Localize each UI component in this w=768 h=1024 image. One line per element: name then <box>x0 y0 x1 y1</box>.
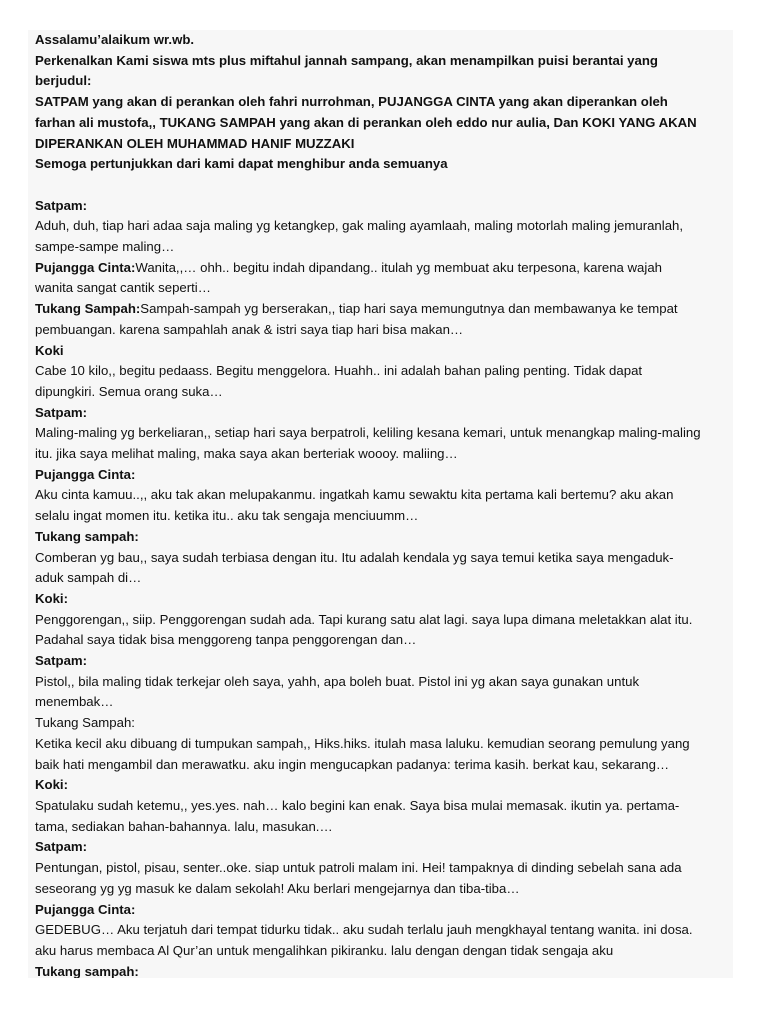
speaker-name: Satpam: <box>35 404 88 420</box>
speaker-line <box>35 651 733 672</box>
closing-line: Semoga pertunjukkan dari kami dapat menghibur anda semuanya <box>35 156 448 172</box>
speaker-name: Satpam: <box>35 197 88 213</box>
dialogue-block <box>35 589 733 651</box>
dialogue-line: Cabe 10 kilo,, begitu pedaass. Begitu menggelora. Huahh.. ini adalah bahan paling penting. Tidak dapat <box>35 363 643 379</box>
dialogue-block <box>35 962 733 978</box>
dialogue-block <box>35 258 733 299</box>
dialogue-block <box>35 403 733 465</box>
speaker-line <box>35 465 733 486</box>
dialogue-line: menembak… <box>35 694 114 710</box>
speaker-name: Pujangga Cinta: <box>35 259 136 275</box>
cast-line: SATPAM yang akan di perankan oleh fahri nurrohman, PUJANGGA CINTA yang akan diperankan oleh <box>35 94 668 110</box>
speaker-line <box>35 900 733 921</box>
dialogue-line: Penggorengan,, siip. Penggorengan sudah ada. Tapi kurang satu alat lagi. saya lupa dimana meletakkan alat itu. <box>35 611 693 627</box>
speaker-line <box>35 258 733 279</box>
dialogue-block <box>35 775 733 837</box>
dialogue-block <box>35 196 733 258</box>
intro-line: Perkenalkan Kami siswa mts plus miftahul jannah sampang, akan menampilkan puisi berantai yang <box>35 52 658 68</box>
dialogue-line: selalu ingat momen itu. ketika itu.. aku tak sengaja menciuumm… <box>35 508 419 524</box>
dialogue-line: sampe-sampe maling… <box>35 239 175 255</box>
dialogue-line: Maling-maling yg berkeliaran,, setiap hari saya berpatroli, keliling kesana kemari, untuk menangkap maling-maling <box>35 425 701 441</box>
speaker-line <box>35 589 733 610</box>
dialogue-line: itu. jika saya melihat maling, maka saya akan berteriak woooy. maliing… <box>35 446 458 462</box>
greeting-line: Assalamu’alaikum wr.wb. <box>35 32 195 47</box>
dialogue-line: baik hati mengambil dan merawatku. aku ingin mengucapkan padanya: terima kasih. berkat kau, sekarang… <box>35 756 670 772</box>
dialogue-line: Spatulaku sudah ketemu,, yes.yes. nah… kalo begini kan enak. Saya bisa mulai memasak. ikutin ya. pertama- <box>35 798 680 813</box>
speaker-name: Satpam: <box>35 839 88 855</box>
speaker-line <box>35 837 733 858</box>
script-section <box>35 196 733 978</box>
dialogue-text: Sampah-sampah yg berserakan,, tiap hari saya memungutnya dan membawanya ke tempat <box>140 301 678 317</box>
intro-line: berjudul: <box>35 73 92 89</box>
document-page <box>28 30 733 978</box>
speaker-line <box>35 299 733 320</box>
speaker-name: Tukang sampah: <box>35 528 139 544</box>
dialogue-line: aduk sampah di… <box>35 570 142 586</box>
speaker-line <box>35 962 733 978</box>
cast-line: DIPERANKAN OLEH MUHAMMAD HANIF MUZZAKI <box>35 135 355 151</box>
speaker-name: Tukang Sampah: <box>35 301 141 317</box>
dialogue-text: Wanita,,… ohh.. begitu indah dipandang.. itulah yg membuat aku terpesona, karena wajah <box>135 259 662 275</box>
dialogue-line: Aku cinta kamuu..,, aku tak akan melupakanmu. ingatkah kamu sewaktu kita pertama kali bertemu? aku akan <box>35 487 674 503</box>
speaker-name: Pujangga Cinta: <box>35 466 136 482</box>
dialogue-line: wanita sangat cantik seperti… <box>35 280 211 296</box>
dialogue-block <box>35 837 733 899</box>
speaker-line <box>35 403 733 424</box>
speaker-name: Koki <box>35 342 64 358</box>
dialogue-block <box>35 341 733 403</box>
cast-line: farhan ali mustofa,, TUKANG SAMPAH yang akan di perankan oleh eddo nur aulia, Dan KOKI YANG AKAN <box>35 114 697 130</box>
dialogue-line: Padahal saya tidak bisa menggoreng tanpa penggorengan dan… <box>35 632 417 648</box>
dialogue-line: Pentungan, pistol, pisau, senter..oke. siap untuk patroli malam ini. Hei! tampaknya di dinding sebelah sana ada <box>35 860 682 876</box>
dialogue-line: dipungkiri. Semua orang suka… <box>35 383 223 399</box>
speaker-line <box>35 775 733 796</box>
intro-section <box>35 30 733 175</box>
dialogue-line: Pistol,, bila maling tidak terkejar oleh saya, yahh, apa boleh buat. Pistol ini yg akan saya gunakan untuk <box>35 673 640 689</box>
dialogue-block <box>35 900 733 962</box>
speaker-name: Satpam: <box>35 653 88 669</box>
dialogue-block <box>35 713 733 775</box>
dialogue-block <box>35 651 733 713</box>
section-spacer <box>35 175 733 196</box>
dialogue-line: aku harus membaca Al Qur’an untuk mengalihkan pikiranku. lalu dengan dengan tidak sengaja aku <box>35 942 614 958</box>
speaker-line <box>35 527 733 548</box>
dialogue-line: Comberan yg bau,, saya sudah terbiasa dengan itu. Itu adalah kendala yg saya temui ketika saya mengaduk- <box>35 549 674 565</box>
dialogue-line: seseorang yg yg masuk ke dalam sekolah! Aku berlari mengejarnya dan tiba-tiba… <box>35 880 520 896</box>
speaker-name: Tukang sampah: <box>35 963 139 978</box>
dialogue-line: tama, sediakan bahan-bahannya. lalu, masukan.… <box>35 818 333 834</box>
dialogue-block <box>35 465 733 527</box>
speaker-line <box>35 196 733 217</box>
dialogue-line: pembuangan. karena sampahlah anak & istri saya tiap hari bisa makan… <box>35 321 464 337</box>
dialogue-line: Ketika kecil aku dibuang di tumpukan sampah,, Hiks.hiks. itulah masa laluku. kemudian seorang pemulung yang <box>35 735 690 751</box>
dialogue-block <box>35 527 733 589</box>
speaker-line <box>35 713 733 734</box>
dialogue-block <box>35 299 733 340</box>
dialogue-line: Aduh, duh, tiap hari adaa saja maling yg ketangkep, gak maling ayamlaah, maling motorlah maling jemuranlah, <box>35 218 684 234</box>
speaker-name: Tukang Sampah: <box>35 715 135 731</box>
speaker-name: Koki: <box>35 777 68 793</box>
speaker-name: Koki: <box>35 590 68 606</box>
speaker-name: Pujangga Cinta: <box>35 901 136 917</box>
speaker-line <box>35 341 733 362</box>
dialogue-line: GEDEBUG… Aku terjatuh dari tempat tidurku tidak.. aku sudah terlalu jauh mengkhayal tentang wanita. ini dosa. <box>35 922 693 938</box>
